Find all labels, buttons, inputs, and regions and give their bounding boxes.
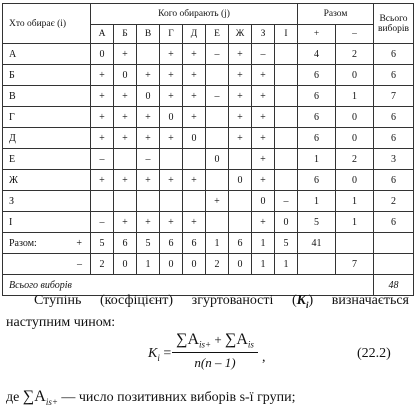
formula-numerator: $\sum A_{is+} + \sum A_{is}$ bbox=[172, 328, 258, 353]
matrix-cell bbox=[275, 170, 298, 191]
row-label: Б bbox=[3, 65, 91, 86]
matrix-cell: + bbox=[252, 107, 275, 128]
sum-plus-row bbox=[3, 233, 414, 254]
paragraph-k-sub: i bbox=[306, 299, 309, 310]
matrix-cell: + bbox=[114, 128, 137, 149]
matrix-cell: 0 bbox=[137, 86, 160, 107]
matrix-cell: + bbox=[252, 86, 275, 107]
header-who-chooses: Хто обирає (i) bbox=[3, 4, 91, 44]
sociomatrix-table-wrapper bbox=[2, 3, 411, 296]
sum-plus-cell: 1 bbox=[206, 233, 229, 254]
matrix-cell: 0 bbox=[206, 149, 229, 170]
row-all-total: 3 bbox=[374, 149, 414, 170]
matrix-cell bbox=[275, 128, 298, 149]
matrix-cell: + bbox=[183, 170, 206, 191]
sum-minus-label: – bbox=[3, 254, 91, 275]
empty-cell bbox=[336, 233, 374, 254]
table-row bbox=[3, 128, 414, 149]
header-total: Разом bbox=[298, 4, 374, 25]
matrix-cell bbox=[183, 149, 206, 170]
all-choices-label: Всього виборів bbox=[3, 275, 374, 296]
matrix-cell: + bbox=[183, 212, 206, 233]
matrix-cell: + bbox=[160, 212, 183, 233]
sum-plus-cell: 5 bbox=[275, 233, 298, 254]
matrix-cell: 0 bbox=[114, 65, 137, 86]
matrix-cell bbox=[183, 191, 206, 212]
formula-comma: , bbox=[262, 350, 266, 365]
matrix-cell: + bbox=[229, 107, 252, 128]
matrix-cell bbox=[114, 191, 137, 212]
matrix-cell: + bbox=[183, 65, 206, 86]
row-minus-total: 0 bbox=[336, 65, 374, 86]
sum-plus-cell: 6 bbox=[114, 233, 137, 254]
table-row bbox=[3, 107, 414, 128]
matrix-cell: + bbox=[252, 65, 275, 86]
matrix-cell bbox=[206, 212, 229, 233]
row-all-total: 6 bbox=[374, 107, 414, 128]
matrix-cell: – bbox=[206, 86, 229, 107]
matrix-cell: + bbox=[91, 86, 114, 107]
matrix-cell: – bbox=[206, 44, 229, 65]
matrix-cell bbox=[229, 212, 252, 233]
row-plus-total: 1 bbox=[298, 149, 336, 170]
matrix-cell bbox=[229, 149, 252, 170]
sum-plus-cell: 6 bbox=[183, 233, 206, 254]
paragraph-end: ) визначається наступним чином: bbox=[6, 293, 409, 330]
sum-minus-cell: 0 bbox=[229, 254, 252, 275]
total-column-header: – bbox=[336, 25, 374, 44]
matrix-cell: + bbox=[183, 86, 206, 107]
sum-minus-cell: 1 bbox=[137, 254, 160, 275]
formula-equation-number: (22.2) bbox=[357, 346, 391, 361]
matrix-cell: 0 bbox=[252, 191, 275, 212]
sum-minus-cell: 1 bbox=[252, 254, 275, 275]
formula-fraction bbox=[172, 328, 258, 373]
empty-cell bbox=[298, 254, 336, 275]
row-plus-total: 1 bbox=[298, 191, 336, 212]
matrix-cell: + bbox=[114, 170, 137, 191]
row-minus-total: 1 bbox=[336, 191, 374, 212]
matrix-cell: + bbox=[114, 86, 137, 107]
sum-plus-cell: 5 bbox=[137, 233, 160, 254]
formula-lhs: $K_i$ = bbox=[148, 346, 172, 363]
table-row bbox=[3, 44, 414, 65]
matrix-cell: 0 bbox=[229, 170, 252, 191]
row-all-total: 6 bbox=[374, 170, 414, 191]
column-header: Е bbox=[206, 25, 229, 44]
sum-minus-cell: 0 bbox=[183, 254, 206, 275]
row-plus-total: 6 bbox=[298, 65, 336, 86]
sociomatrix-table bbox=[2, 3, 414, 296]
row-plus-total: 6 bbox=[298, 170, 336, 191]
sum-plus-cell: 6 bbox=[229, 233, 252, 254]
all-choices-total: 48 bbox=[374, 275, 414, 296]
row-all-total: 6 bbox=[374, 65, 414, 86]
row-label: В bbox=[3, 86, 91, 107]
matrix-cell: + bbox=[160, 128, 183, 149]
matrix-cell: + bbox=[91, 107, 114, 128]
matrix-cell: + bbox=[137, 212, 160, 233]
matrix-cell bbox=[275, 86, 298, 107]
matrix-cell: + bbox=[183, 107, 206, 128]
row-minus-total: 2 bbox=[336, 44, 374, 65]
row-label: Д bbox=[3, 128, 91, 149]
matrix-cell bbox=[206, 107, 229, 128]
sum-minus-cell: 0 bbox=[160, 254, 183, 275]
matrix-cell bbox=[206, 128, 229, 149]
row-all-total: 6 bbox=[374, 212, 414, 233]
matrix-cell: + bbox=[206, 191, 229, 212]
sum-minus-cell: 2 bbox=[206, 254, 229, 275]
row-all-total: 7 bbox=[374, 86, 414, 107]
matrix-cell bbox=[137, 191, 160, 212]
matrix-cell: + bbox=[137, 107, 160, 128]
table-body bbox=[3, 44, 414, 233]
row-minus-total: 0 bbox=[336, 128, 374, 149]
column-header: А bbox=[91, 25, 114, 44]
matrix-cell: + bbox=[252, 170, 275, 191]
table-row bbox=[3, 86, 414, 107]
header-whom-chosen: Кого обирають (j) bbox=[91, 4, 298, 25]
matrix-cell: + bbox=[160, 44, 183, 65]
row-plus-total: 4 bbox=[298, 44, 336, 65]
matrix-cell: + bbox=[137, 170, 160, 191]
column-header: Б bbox=[114, 25, 137, 44]
matrix-cell bbox=[114, 149, 137, 170]
row-minus-total: 0 bbox=[336, 107, 374, 128]
table-row bbox=[3, 149, 414, 170]
table-row bbox=[3, 170, 414, 191]
empty-cell bbox=[374, 233, 414, 254]
matrix-cell bbox=[275, 107, 298, 128]
sum-minus-cell: 1 bbox=[275, 254, 298, 275]
empty-cell bbox=[374, 254, 414, 275]
matrix-cell: 0 bbox=[183, 128, 206, 149]
row-all-total: 2 bbox=[374, 191, 414, 212]
matrix-cell: + bbox=[160, 86, 183, 107]
column-header: Ж bbox=[229, 25, 252, 44]
matrix-cell bbox=[160, 191, 183, 212]
matrix-cell: + bbox=[229, 65, 252, 86]
row-label: Е bbox=[3, 149, 91, 170]
matrix-cell: + bbox=[114, 107, 137, 128]
formula-22-2 bbox=[0, 328, 419, 378]
row-label: Г bbox=[3, 107, 91, 128]
row-label: Ж bbox=[3, 170, 91, 191]
matrix-cell: + bbox=[183, 44, 206, 65]
sum-minus-cell: 2 bbox=[91, 254, 114, 275]
matrix-cell bbox=[160, 149, 183, 170]
matrix-cell: + bbox=[252, 149, 275, 170]
matrix-cell: 0 bbox=[275, 212, 298, 233]
matrix-cell bbox=[206, 65, 229, 86]
table-row bbox=[3, 191, 414, 212]
matrix-cell: + bbox=[160, 65, 183, 86]
matrix-cell bbox=[206, 170, 229, 191]
matrix-cell bbox=[275, 44, 298, 65]
column-header: В bbox=[137, 25, 160, 44]
row-all-total: 6 bbox=[374, 128, 414, 149]
row-plus-total: 6 bbox=[298, 128, 336, 149]
matrix-cell: + bbox=[229, 86, 252, 107]
sum-plus-cell: 6 bbox=[160, 233, 183, 254]
paragraph-start: Ступінь (косфіцієнт) згуртованості ( bbox=[34, 293, 297, 308]
matrix-cell: + bbox=[160, 170, 183, 191]
header-all-choices: Всього виборів bbox=[374, 4, 414, 44]
table-row bbox=[3, 212, 414, 233]
paragraph-k: K bbox=[296, 293, 307, 308]
row-label: А bbox=[3, 44, 91, 65]
row-minus-total: 2 bbox=[336, 149, 374, 170]
matrix-cell: + bbox=[91, 170, 114, 191]
matrix-cell: + bbox=[137, 65, 160, 86]
table-row bbox=[3, 65, 414, 86]
matrix-cell: + bbox=[137, 128, 160, 149]
cohesion-paragraph bbox=[6, 292, 409, 331]
matrix-cell: + bbox=[91, 65, 114, 86]
formula-denominator: n(n – 1) bbox=[194, 355, 236, 370]
row-plus-total: 5 bbox=[298, 212, 336, 233]
matrix-cell: + bbox=[91, 128, 114, 149]
matrix-cell bbox=[91, 191, 114, 212]
matrix-cell: + bbox=[229, 44, 252, 65]
sum-label: Разом: + bbox=[3, 233, 91, 254]
matrix-cell: – bbox=[137, 149, 160, 170]
matrix-cell: – bbox=[252, 44, 275, 65]
total-column-header: + bbox=[298, 25, 336, 44]
matrix-cell: + bbox=[252, 128, 275, 149]
matrix-cell: + bbox=[229, 128, 252, 149]
matrix-cell: – bbox=[91, 149, 114, 170]
matrix-cell: + bbox=[114, 212, 137, 233]
sum-minus-row bbox=[3, 254, 414, 275]
sum-plus-cell: 1 bbox=[252, 233, 275, 254]
column-header: Д bbox=[183, 25, 206, 44]
row-minus-total: 1 bbox=[336, 212, 374, 233]
matrix-cell bbox=[137, 44, 160, 65]
row-plus-total: 6 bbox=[298, 107, 336, 128]
row-all-total: 6 bbox=[374, 44, 414, 65]
sum-plus-cell: 5 bbox=[91, 233, 114, 254]
column-header: Г bbox=[160, 25, 183, 44]
column-header: З bbox=[252, 25, 275, 44]
matrix-cell: – bbox=[91, 212, 114, 233]
matrix-cell: 0 bbox=[91, 44, 114, 65]
matrix-cell: 0 bbox=[160, 107, 183, 128]
row-minus-total: 1 bbox=[336, 86, 374, 107]
column-header: І bbox=[275, 25, 298, 44]
matrix-cell bbox=[229, 191, 252, 212]
row-label: І bbox=[3, 212, 91, 233]
row-minus-total: 0 bbox=[336, 170, 374, 191]
matrix-cell bbox=[275, 149, 298, 170]
matrix-cell: + bbox=[114, 44, 137, 65]
sum-minus-total: 7 bbox=[336, 254, 374, 275]
matrix-cell: – bbox=[275, 191, 298, 212]
matrix-cell bbox=[275, 65, 298, 86]
sum-minus-cell: 0 bbox=[114, 254, 137, 275]
row-label: З bbox=[3, 191, 91, 212]
sum-plus-total: 41 bbox=[298, 233, 336, 254]
row-plus-total: 6 bbox=[298, 86, 336, 107]
definition-line: де $\sum A_{is+}$ — число позитивних виборів s-ї групи; bbox=[6, 388, 296, 407]
matrix-cell: + bbox=[252, 212, 275, 233]
